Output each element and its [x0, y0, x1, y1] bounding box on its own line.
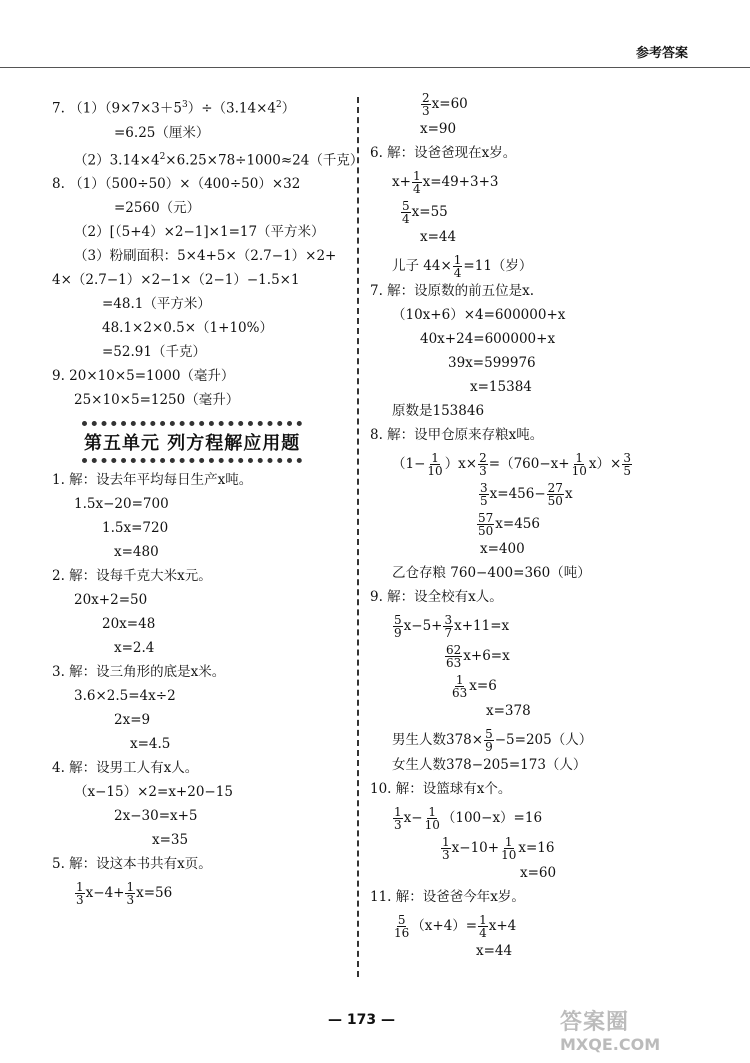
answer-line: （2）[（5+4）×2−1]×1=17（平方米） [74, 224, 325, 240]
answer-line: 3. 解：设三角形的底是x米。 [52, 664, 226, 680]
fraction: $\frac{3}{5}$ [480, 481, 488, 508]
answer-line: 4. 解：设男工人有x人。 [52, 760, 199, 776]
answer-line: 2x−30=x+5 [114, 808, 198, 824]
answer-line: $\frac{5}{4}$ x=55 [402, 199, 448, 226]
answer-line: $\frac{5}{9}$ x−5+ $\frac{3}{7}$ x+11=x [394, 613, 510, 640]
answer-line: =48.1（平方米） [102, 296, 211, 312]
answer-line: （10x+6）×4=600000+x [392, 307, 566, 323]
fraction: $\frac{1}{10}$ [571, 451, 587, 478]
fraction: $\frac{3}{7}$ [444, 613, 453, 640]
answer-line: （3）粉刷面积：5×4+5×（2.7−1）×2+ [74, 248, 337, 264]
answer-line: 25×10×5=1250（毫升） [74, 392, 240, 408]
answer-line: x=480 [114, 544, 159, 560]
right-column [370, 90, 670, 966]
answer-line: 1.5x−20=700 [74, 496, 169, 512]
answer-line: 2x=9 [114, 712, 151, 728]
answer-line: 乙仓存粮 760−400=360（吨） [392, 565, 591, 581]
answer-line: x=4.5 [130, 736, 171, 752]
answer-line: 2. 解：设每千克大米x元。 [52, 568, 212, 584]
answer-line: x=35 [152, 832, 189, 848]
fraction: $\frac{1}{3}$ [126, 880, 135, 907]
fraction: $\frac{27}{50}$ [547, 481, 563, 508]
answer-line: 男生人数378× $\frac{5}{9}$ −5=205（人） [392, 727, 593, 754]
answer-line: 6. 解：设爸爸现在x岁。 [370, 145, 517, 161]
answer-line: 5. 解：设这本书共有x页。 [52, 856, 212, 872]
fraction: $\frac{1}{3}$ [76, 880, 84, 907]
unit-title: 第五单元 列方程解应用题 [82, 421, 302, 463]
answer-line: =52.91（千克） [102, 344, 206, 360]
answer-line: x=44 [476, 943, 513, 959]
answer-line: 20x+2=50 [74, 592, 148, 608]
fraction: $\frac{1}{4}$ [453, 253, 462, 280]
fraction: $\frac{62}{63}$ [446, 643, 462, 670]
fraction: $\frac{5}{9}$ [394, 613, 402, 640]
answer-line: $\frac{57}{50}$ x=456 [478, 511, 540, 538]
fraction: $\frac{1}{10}$ [427, 451, 443, 478]
header-rule [0, 67, 750, 68]
answer-line: $\frac{1}{63}$ x=6 [452, 673, 497, 700]
fraction: $\frac{57}{50}$ [478, 511, 494, 538]
answer-line: 8. 解：设甲仓原来存粮x吨。 [370, 427, 544, 443]
fraction: $\frac{1}{3}$ [442, 835, 450, 862]
answer-line: 9. 解：设全校有x人。 [370, 589, 503, 605]
fraction: $\frac{5}{4}$ [402, 199, 410, 226]
answer-line: 10. 解：设篮球有x个。 [370, 781, 512, 797]
column-divider [357, 97, 359, 977]
fraction: $\frac{1}{63}$ [452, 673, 468, 700]
answer-line: 9. 20×10×5=1000（毫升） [52, 368, 235, 384]
answer-line: $\frac{62}{63}$ x+6=x [446, 643, 510, 670]
fraction: $\frac{5}{9}$ [485, 727, 493, 754]
answer-line: 20x=48 [102, 616, 156, 632]
watermark-url: MXQE.COM [560, 1035, 661, 1054]
answer-line: （1− $\frac{1}{10}$ ）x× $\frac{2}{3}$ =（760−x+ $\frac{1}{10}$ x）× $\frac{3}{5}$ [392, 451, 631, 478]
fraction: $\frac{1}{10}$ [424, 805, 440, 832]
answer-line: 39x=599976 [448, 355, 536, 371]
watermark-logo: 答案圈 [560, 1010, 630, 1035]
fraction: $\frac{1}{4}$ [479, 913, 487, 940]
answer-line: 7. 解：设原数的前五位是x. [370, 283, 535, 299]
answer-line: 48.1×2×0.5×（1+10%） [102, 320, 273, 336]
answer-line: x=378 [486, 703, 531, 719]
answer-line: 儿子 44× $\frac{1}{4}$ =11（岁） [392, 253, 533, 280]
answer-line: 40x+24=600000+x [420, 331, 556, 347]
answer-line: $\frac{3}{5}$ x=456− $\frac{27}{50}$ x [480, 481, 573, 508]
fraction: $\frac{3}{5}$ [623, 451, 631, 478]
fraction: $\frac{2}{3}$ [479, 451, 487, 478]
page-header: 参考答案 [636, 46, 689, 61]
fraction: $\frac{1}{4}$ [412, 169, 421, 196]
answer-line: x+ $\frac{1}{4}$ x=49+3+3 [392, 169, 499, 196]
answer-line: 1. 解：设去年平均每日生产x吨。 [52, 472, 253, 488]
answer-line: x=15384 [470, 379, 532, 395]
answer-line: $\frac{2}{3}$ x=60 [422, 91, 468, 118]
answer-line: x=44 [420, 229, 457, 245]
page-number: — 173 — [328, 1012, 395, 1028]
answer-line: $\frac{1}{3}$ x− $\frac{1}{10}$ （100−x）=16 [394, 805, 543, 832]
answer-line: x=2.4 [114, 640, 155, 656]
answer-line: x=90 [420, 121, 457, 137]
answer-line: 1.5x=720 [102, 520, 169, 536]
answer-line: $(2)3.14\times 4^2\times 6.25\times 78\div 1000\approx 24$（千克） [74, 151, 364, 168]
answer-line: 女生人数378−205=173（人） [392, 757, 587, 773]
answer-line: $\frac{5}{16}$ （x+4）= $\frac{1}{4}$ x+4 [394, 913, 517, 940]
left-column [52, 96, 364, 909]
answer-line: =6.25（厘米） [114, 124, 210, 141]
fraction: $\frac{2}{3}$ [422, 91, 430, 118]
answer-line: 3.6×2.5=4x÷2 [74, 688, 176, 704]
fraction: $\frac{1}{10}$ [501, 835, 517, 862]
answer-line: 4×（2.7−1）×2−1×（2−1）−1.5×1 [52, 272, 300, 288]
fraction: $\frac{1}{3}$ [394, 805, 402, 832]
fraction: $\frac{5}{16}$ [394, 913, 410, 940]
answer-line: x=400 [480, 541, 525, 557]
answer-line: 8. （1）（500÷50）×（400÷50）×32 [52, 176, 301, 192]
answer-line: =2560（元） [114, 200, 201, 216]
answer-line: 原数是153846 [392, 403, 485, 419]
answer-line: x=60 [520, 865, 557, 881]
answer-line: （x−15）×2=x+20−15 [74, 784, 233, 800]
answer-line: 11. 解：设爸爸今年x岁。 [370, 889, 525, 905]
answer-line: $\frac{1}{3}$ x−10+ $\frac{1}{10}$ x=16 [442, 835, 555, 862]
answer-line: $\frac{1}{3}$ x−4+ $\frac{1}{3}$ x=56 [76, 880, 173, 907]
answer-line: 7. $(1)(9\times 7\times 3+5^3)\div(3.14\times 4^2)$ [52, 100, 296, 117]
